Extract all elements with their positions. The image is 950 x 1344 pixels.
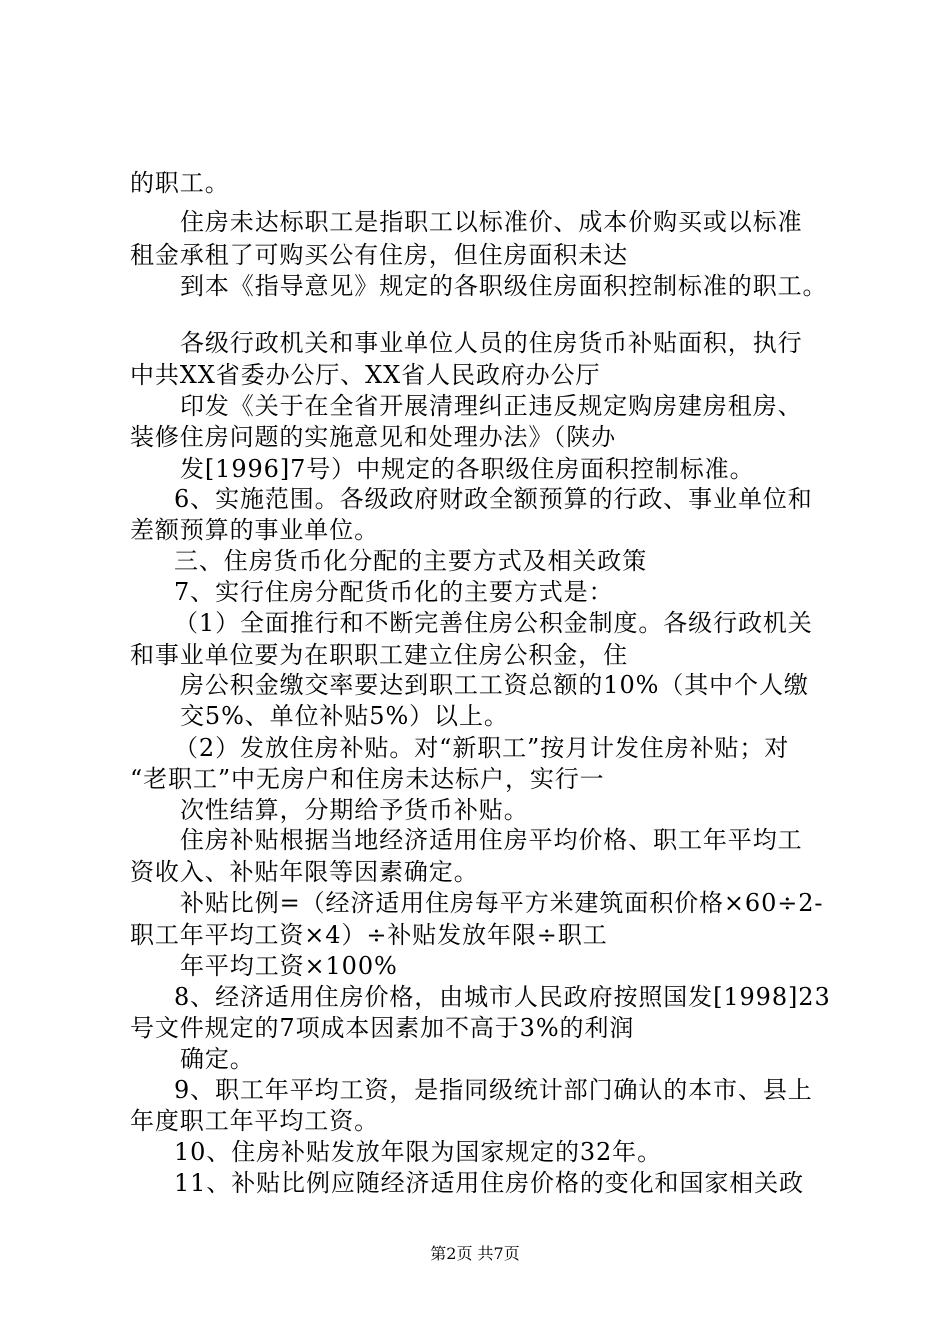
text-line: 交5%、单位补贴5%）以上。	[180, 702, 509, 730]
text-line: 住房补贴根据当地经济适用住房平均价格、职工年平均工	[180, 826, 803, 854]
text-line: 确定。	[180, 1045, 255, 1073]
text-line: 号文件规定的7项成本因素加不高于3%的利润	[130, 1014, 635, 1042]
text-line: 6、实施范围。各级政府财政全额预算的行政、事业单位和	[174, 485, 813, 513]
text-line: 的职工。	[130, 169, 230, 197]
text-line: 到本《指导意见》规定的各职级住房面积控制标准的职工。	[180, 272, 828, 300]
text-line: 各级行政机关和事业单位人员的住房货币补贴面积，执行	[180, 329, 803, 357]
text-line: 职工年平均工资×4）÷补贴发放年限÷职工	[130, 921, 608, 949]
text-line: 印发《关于在全省开展清理纠正违反规定购房建房租房、	[180, 392, 803, 420]
text-line: 差额预算的事业单位。	[130, 516, 379, 544]
text-line: （2）发放住房补贴。对“新职工”按月计发住房补贴；对	[174, 734, 790, 762]
text-line: 资收入、补贴年限等因素确定。	[130, 858, 479, 886]
text-line: 装修住房问题的实施意见和处理办法》（陕办	[130, 423, 616, 451]
text-line: 三、住房货币化分配的主要方式及相关政策	[174, 547, 648, 575]
text-line: 发[1996]7号）中规定的各职级住房面积控制标准。	[180, 455, 755, 483]
text-line: 住房未达标职工是指职工以标准价、成本价购买或以标准	[180, 208, 803, 236]
text-line: 10、住房补贴发放年限为国家规定的32年。	[174, 1138, 662, 1166]
text-line: 年度职工年平均工资。	[130, 1107, 379, 1135]
text-line: “老职工”中无房户和住房未达标户，实行一	[130, 765, 605, 793]
text-line: 租金承租了可购买公有住房，但住房面积未达	[130, 241, 628, 269]
text-line: 8、经济适用住房价格，由城市人民政府按照国发[1998]23	[174, 983, 831, 1011]
text-line: 和事业单位要为在职职工建立住房公积金，住	[130, 641, 628, 669]
text-line: 补贴比例=（经济适用住房每平方米建筑面积价格×60÷2-	[180, 889, 824, 917]
text-line: （1）全面推行和不断完善住房公积金制度。各级行政机关	[174, 609, 813, 637]
text-line: 房公积金缴交率要达到职工工资总额的10%（其中个人缴	[180, 671, 809, 699]
text-line: 7、实行住房分配货币化的主要方式是：	[174, 578, 614, 606]
text-line: 11、补贴比例应随经济适用住房价格的变化和国家相关政	[174, 1169, 804, 1197]
text-line: 9、职工年平均工资，是指同级统计部门确认的本市、县上	[174, 1076, 813, 1104]
text-line: 次性结算，分期给予货币补贴。	[180, 796, 529, 824]
text-line: 年平均工资×100%	[180, 952, 398, 980]
text-line: 中共XX省委办公厅、XX省人民政府办公厅	[130, 361, 601, 389]
page-number: 第2页 共7页	[430, 1244, 520, 1263]
